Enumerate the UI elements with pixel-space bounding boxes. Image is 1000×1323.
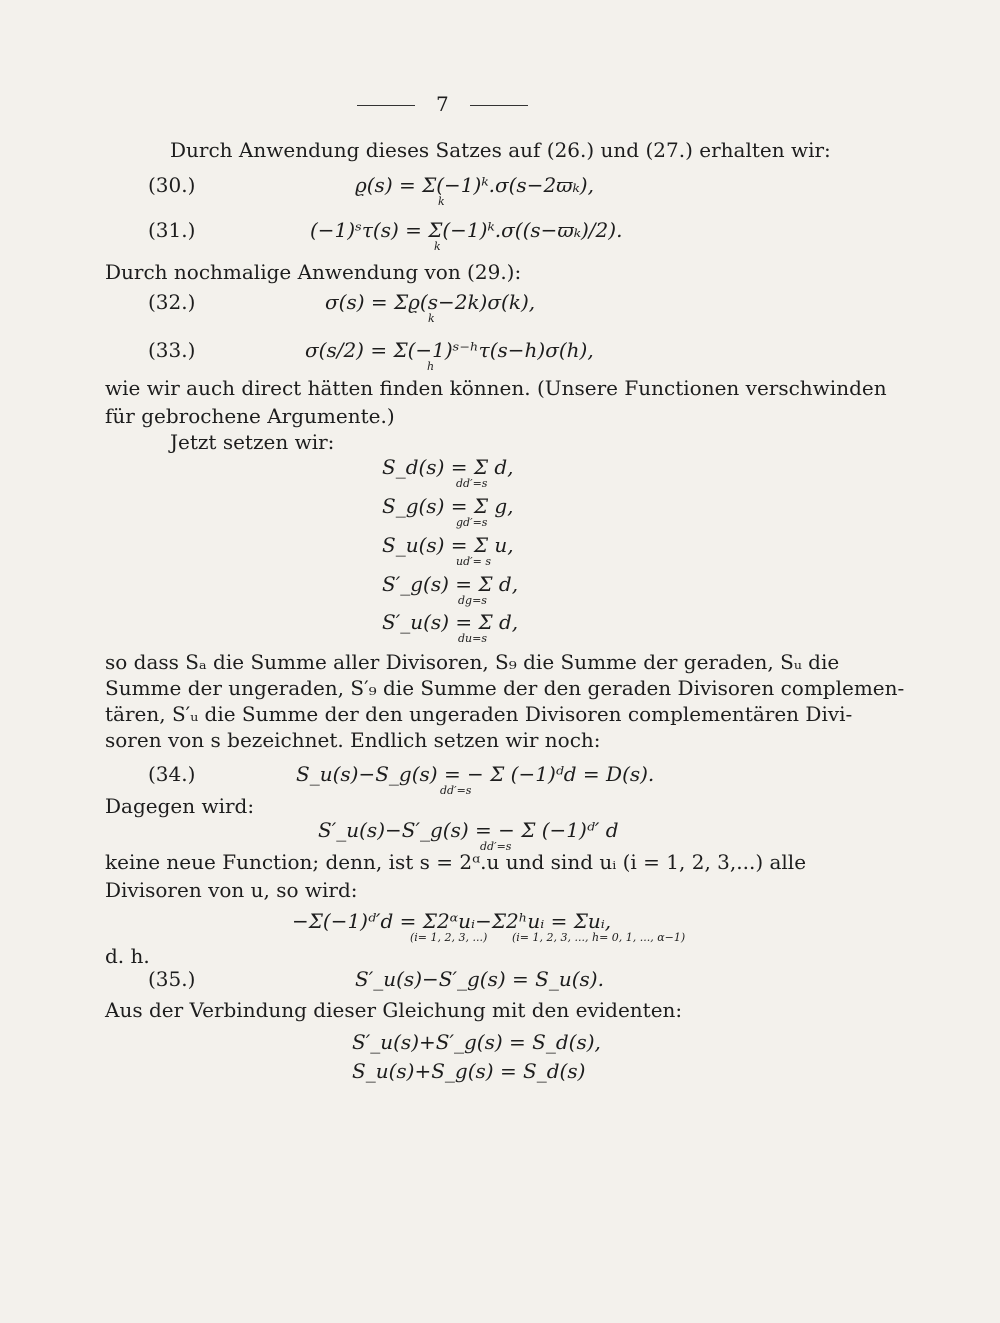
evident-eq-1: S′_u(s)+S′_g(s) = S_d(s), [352, 1030, 601, 1054]
eq-32: σ(s) = Σϱ(s−2k)σ(k), [325, 290, 536, 314]
eq-30-sub: k [438, 195, 445, 208]
eq-35: S′_u(s)−S′_g(s) = S_u(s). [355, 967, 604, 991]
again-line: Durch nochmalige Anwendung von (29.): [105, 260, 522, 284]
sodass-line-3: tären, S′ᵤ die Summe der den ungeraden Divisoren complementären Divi- [105, 702, 853, 726]
def-sg-sub: gd′=s [456, 516, 488, 529]
jetzt-line: Jetzt setzen wir: [170, 430, 335, 454]
eq-33-sub: h [427, 360, 435, 373]
eq-35-number: (35.) [148, 967, 196, 991]
keine-eq-sub-2: (i= 1, 2, 3, ..., h= 0, 1, ..., α−1) [512, 931, 686, 944]
def-su-sub: ud′= s [456, 555, 491, 568]
evident-eq-2: S_u(s)+S_g(s) = S_d(s) [352, 1059, 586, 1083]
eq-31-number: (31.) [148, 218, 196, 242]
keine-line-2: Divisoren von u, so wird: [105, 878, 358, 902]
direct-line-2: für gebrochene Argumente.) [105, 404, 395, 428]
keine-line-1: keine neue Function; denn, ist s = 2ᵅ.u und sind uᵢ (i = 1, 2, 3,...) alle [105, 850, 807, 874]
def-su: S_u(s) = Σ u, [382, 533, 514, 557]
eq-32-sub: k [428, 312, 435, 325]
dagegen-eq-sub: dd′=s [480, 840, 512, 853]
eq-34-sub: dd′=s [440, 784, 472, 797]
sodass-line-2: Summe der ungeraden, S′₉ die Summe der den geraden Divisoren complemen- [105, 676, 905, 700]
header-rule-left [357, 105, 415, 106]
def-sg: S_g(s) = Σ g, [382, 494, 514, 518]
eq-31: (−1)ˢτ(s) = Σ(−1)ᵏ.σ((s−ϖₖ)/2). [310, 218, 623, 242]
eq-34-number: (34.) [148, 762, 196, 786]
keine-eq-sub-1: (i= 1, 2, 3, ...) [410, 931, 488, 944]
eq-33-number: (33.) [148, 338, 196, 362]
def-sd-sub: dd′=s [456, 477, 488, 490]
intro-line: Durch Anwendung dieses Satzes auf (26.) und (27.) erhalten wir: [170, 138, 831, 162]
header-rule-right [470, 105, 528, 106]
aus-line: Aus der Verbindung dieser Gleichung mit den evidenten: [105, 998, 683, 1022]
dagegen-line: Dagegen wird: [105, 794, 255, 818]
eq-33: σ(s/2) = Σ(−1)ˢ⁻ʰτ(s−h)σ(h), [305, 338, 594, 362]
eq-32-number: (32.) [148, 290, 196, 314]
def-sup: S′_u(s) = Σ d, [382, 610, 519, 634]
def-sgp-sub: dg=s [458, 594, 487, 607]
def-sup-sub: du=s [458, 632, 487, 645]
eq-30: ϱ(s) = Σ(−1)ᵏ.σ(s−2ϖₖ), [355, 173, 594, 197]
page-number: 7 [436, 92, 449, 116]
def-sgp: S′_g(s) = Σ d, [382, 572, 519, 596]
eq-30-number: (30.) [148, 173, 196, 197]
sodass-line-1: so dass Sₐ die Summe aller Divisoren, S₉ die Summe der geraden, Sᵤ die [105, 650, 840, 674]
dagegen-eq: S′_u(s)−S′_g(s) = − Σ (−1)ᵈ′ d [318, 818, 619, 842]
def-sd: S_d(s) = Σ d, [382, 455, 514, 479]
direct-line-1: wie wir auch direct hätten finden können. (Unsere Functionen verschwinden [105, 376, 887, 400]
dh-line: d. h. [105, 944, 150, 968]
keine-eq: −Σ(−1)ᵈ′d = Σ2ᵅuᵢ−Σ2ʰuᵢ = Σuᵢ, [292, 909, 612, 933]
sodass-line-4: soren von s bezeichnet. Endlich setzen wir noch: [105, 728, 601, 752]
eq-31-sub: k [434, 240, 441, 253]
eq-34: S_u(s)−S_g(s) = − Σ (−1)ᵈd = D(s). [296, 762, 655, 786]
